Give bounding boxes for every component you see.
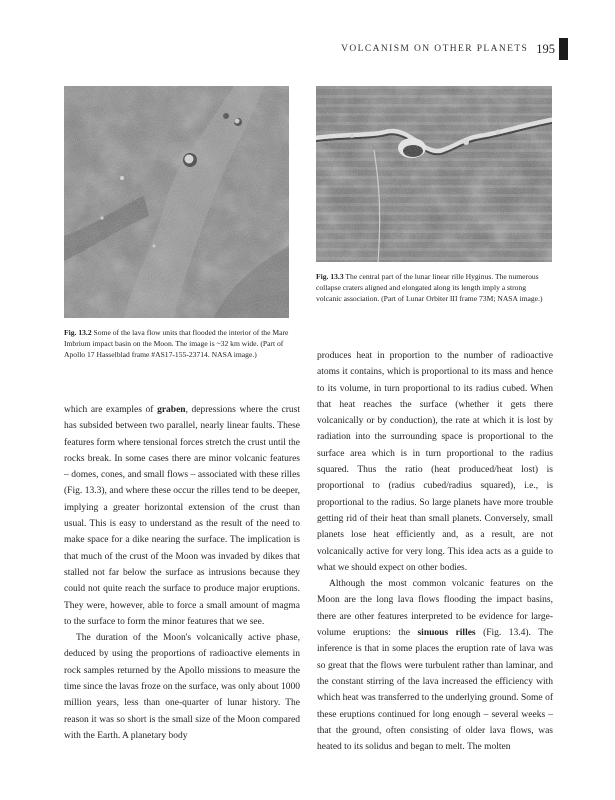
figure-13-3-caption <box>316 271 552 305</box>
figure-13-2-caption <box>64 327 289 361</box>
figure-13-2-photo <box>64 86 289 318</box>
figure-13-3-photo <box>316 86 552 262</box>
header-thumb-bar <box>559 38 568 60</box>
right-text-column <box>317 348 553 755</box>
term-graben: graben <box>157 405 186 415</box>
left-paragraph-1 <box>64 402 300 630</box>
right-p2-lead: Although the most common volcanic features on the Moon are the long lava flows flooding the impact basins, there are other features interpreted to be evidence for large-volume eruptions: the <box>317 579 553 639</box>
left-paragraph-2: The duration of the Moon's volcanically active phase, deduced by using the proportions of radioactive elements in rock samples returned by the Apollo missions to measure the time since the lavas froze on the surface, was only about 1000 million years, less than one-quarter of lunar history. The reason it was so short is the small size of the Moon compared with the Earth. A planetary body <box>64 633 300 741</box>
page-number: 195 <box>536 41 555 56</box>
running-header <box>341 40 555 58</box>
right-paragraph-1: produces heat in proportion to the number of radioactive atoms it contains, which is proportional to its mass and hence to its volume, in turn proportional to its radius cubed. When that heat reaches the surface (whether it gets there volcanically or by conduction), the rate at which it is lost by radiation into the surrounding space is proportional to the surface area which is in turn proportional to the radius squared. Thus the ratio (heat produced/heat lost) is proportional to (radius cubed/radius squared), i.e., is proportional to the radius. So large planets have more trouble getting rid of their heat than small planets. Conversely, small planets lose heat efficiently and, as a result, are not volcanically active for very long. This idea acts as a guide to what we should expect on other bodies. <box>317 351 553 573</box>
left-text-column <box>64 402 300 744</box>
figure-13-3-label: Fig. 13.3 <box>316 272 344 281</box>
figure-13-2-caption-text: Some of the lava flow units that flooded the interior of the Mare Imbrium impact basin on the Moon. The image is ~32 km wide. (Part of Apollo 17 Hasselblad frame #AS17-155-23714. NASA image.) <box>64 328 289 360</box>
right-p2-body: (Fig. 13.4). The inference is that in some places the eruption rate of lava was so great that the flows were turbulent rather than laminar, and the constant stirring of the lava increased the efficiency with which heat was transferred to the underlying ground. Some of these eruptions continued for long enough – several weeks – that the ground, often consisting of older lava flows, was heated to its solidus and began to melt. The molten <box>317 628 553 753</box>
left-p1-body: , depressions where the crust has subsided between two parallel, nearly linear faults. These features form where tensional forces stretch the crust until the rocks break. In some cases there are minor volcanic features – domes, cones, and small flows – associated with these rilles (Fig. 13.3), and where these occur the rilles tend to be deeper, implying a greater horizontal extension of the crust than usual. This is easy to understand as the result of the need to make space for a dike nearing the surface. The implication is that much of the crust of the Moon was invaded by dikes that stalled not far below the surface as intrusions because they could not quite reach the surface to produce major eruptions. They were, however, able to force a small amount of magma to the surface to form the minor features that we see. <box>64 405 300 627</box>
right-paragraph-2 <box>317 576 553 755</box>
term-sinuous-rilles: sinuous rilles <box>417 628 476 639</box>
left-p1-lead: which are examples of <box>64 405 158 415</box>
lava-flow-image <box>64 86 289 318</box>
hyginus-rille-image <box>316 86 552 262</box>
figure-13-2-label: Fig. 13.2 <box>64 328 92 337</box>
figure-13-3-caption-text: The central part of the lunar linear rille Hyginus. The numerous collapse craters aligned and elongated along its length imply a strong volcanic association. (Part of Lunar Orbiter III frame 73M; NASA image.) <box>316 272 543 304</box>
running-head-title: VOLCANISM ON OTHER PLANETS <box>341 44 529 54</box>
